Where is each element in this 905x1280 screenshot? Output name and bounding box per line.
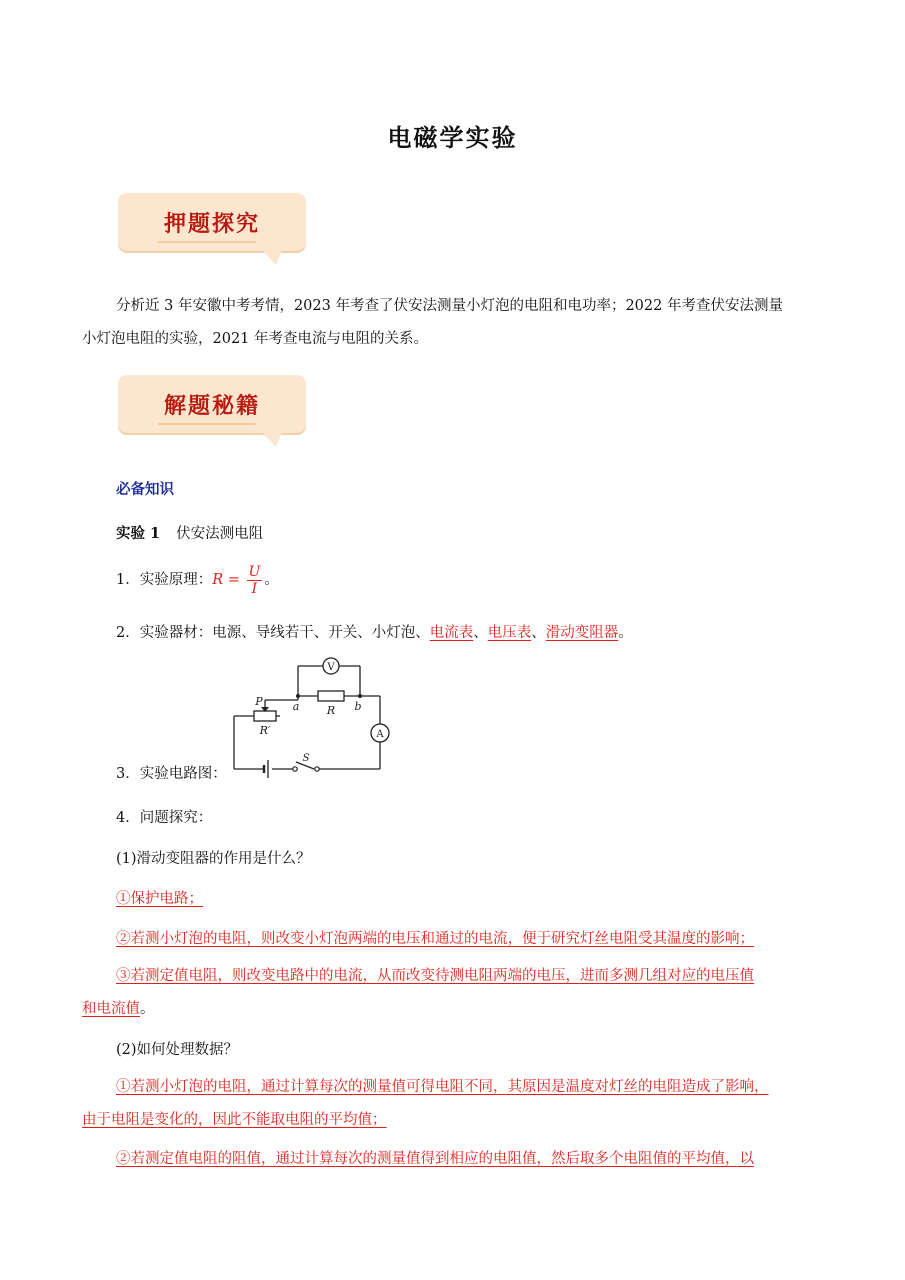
tag-decoration	[158, 241, 256, 243]
experiment-name: 伏安法测电阻	[176, 526, 264, 542]
knowledge-heading: 必备知识	[116, 481, 174, 498]
point-b-label: b	[354, 700, 362, 713]
intro-line-2: 小灯泡电阻的实验，2021 年考查电流与电阻的关系。	[82, 331, 429, 347]
answer-2-1	[82, 1071, 824, 1137]
switch-label: S	[302, 753, 310, 764]
item-inquiry: 4．问题探究：	[116, 810, 213, 826]
formula-denominator: I	[251, 580, 258, 597]
answer-1-2: ②若测小灯泡的电阻，则改变小灯泡两端的电压和通过的电流，便于研究灯丝电阻受其温度的影响；	[116, 931, 754, 947]
section-tag-prediction	[118, 193, 306, 251]
answer-1-3-line-1: ③若测定值电阻，则改变电路中的电流，从而改变待测电阻两端的电压，进而多测几组对应的电压值	[116, 968, 754, 984]
answer-2-1-line-1: ①若测小灯泡的电阻，通过计算每次的测量值可得电阻不同，其原因是温度对灯丝的电阻造成了影响，	[116, 1079, 769, 1095]
principle-prefix: 1．实验原理：	[116, 572, 213, 588]
resistor-label: R	[326, 704, 336, 717]
junction-dot-b	[358, 694, 362, 698]
formula-equals: =	[223, 572, 245, 588]
ammeter-label: A	[376, 729, 384, 740]
speech-bubble-tail-icon	[262, 432, 282, 447]
item-equipment	[116, 621, 633, 642]
item-principle	[116, 560, 279, 600]
speech-bubble-tail-icon	[262, 250, 282, 265]
circuit-diagram	[228, 656, 398, 780]
page-title: 电磁学实验	[387, 124, 518, 152]
section-tag-tips	[118, 375, 306, 433]
formula-fraction	[247, 564, 263, 597]
equipment-sep: 、	[473, 625, 488, 641]
equipment-rheostat: 滑动变阻器	[545, 625, 619, 641]
rheostat-label: R′	[259, 724, 271, 737]
answer-1-3-end: 。	[140, 1001, 155, 1017]
answer-1-3-line-2: 和电流值	[82, 1001, 140, 1017]
experiment-heading	[116, 522, 263, 543]
question-1: (1)滑动变阻器的作用是什么？	[116, 851, 311, 867]
equipment-voltmeter: 电压表	[487, 625, 532, 641]
intro-line-1: 分析近 3 年安徽中考考情，2023 年考查了伏安法测量小灯泡的电阻和电功率；2022 年考查伏安法测量	[116, 298, 783, 314]
answer-1-1: ①保护电路；	[116, 891, 203, 907]
equipment-ammeter: 电流表	[429, 625, 474, 641]
answer-1-3	[82, 960, 824, 1026]
switch-contact-icon	[293, 767, 297, 771]
voltmeter-label: V	[327, 662, 335, 673]
junction-dot-a	[296, 694, 300, 698]
experiment-label: 实验 1	[116, 525, 161, 542]
resistor-icon	[318, 691, 344, 701]
point-a-label: a	[292, 700, 300, 713]
formula-numerator: U	[248, 563, 261, 580]
section-tag-label: 解题秘籍	[163, 394, 260, 419]
tag-decoration	[158, 423, 256, 425]
rheostat-icon	[254, 711, 276, 721]
answer-2-1-line-2: 由于电阻是变化的，因此不能取电阻的平均值；	[82, 1112, 387, 1128]
intro-paragraph	[82, 290, 824, 356]
equipment-sep: 、	[531, 625, 546, 641]
formula-lhs: R	[212, 572, 224, 588]
equipment-suffix: 。	[618, 625, 633, 641]
answer-2-2-line-1: ②若测定值电阻的阻值，通过计算每次的测量值得到相应的电阻值，然后取多个电阻值的平均值，以	[116, 1151, 754, 1167]
slider-label: P	[255, 695, 263, 708]
principle-suffix: 。	[264, 572, 279, 588]
section-tag-label: 押题探究	[163, 212, 260, 237]
equipment-prefix: 2．实验器材：电源、导线若干、开关、小灯泡、	[116, 625, 430, 641]
switch-contact-icon	[315, 767, 319, 771]
answer-2-2	[82, 1143, 824, 1176]
question-2: (2)如何处理数据？	[116, 1042, 239, 1058]
item-circuit: 3．实验电路图：	[116, 766, 227, 782]
